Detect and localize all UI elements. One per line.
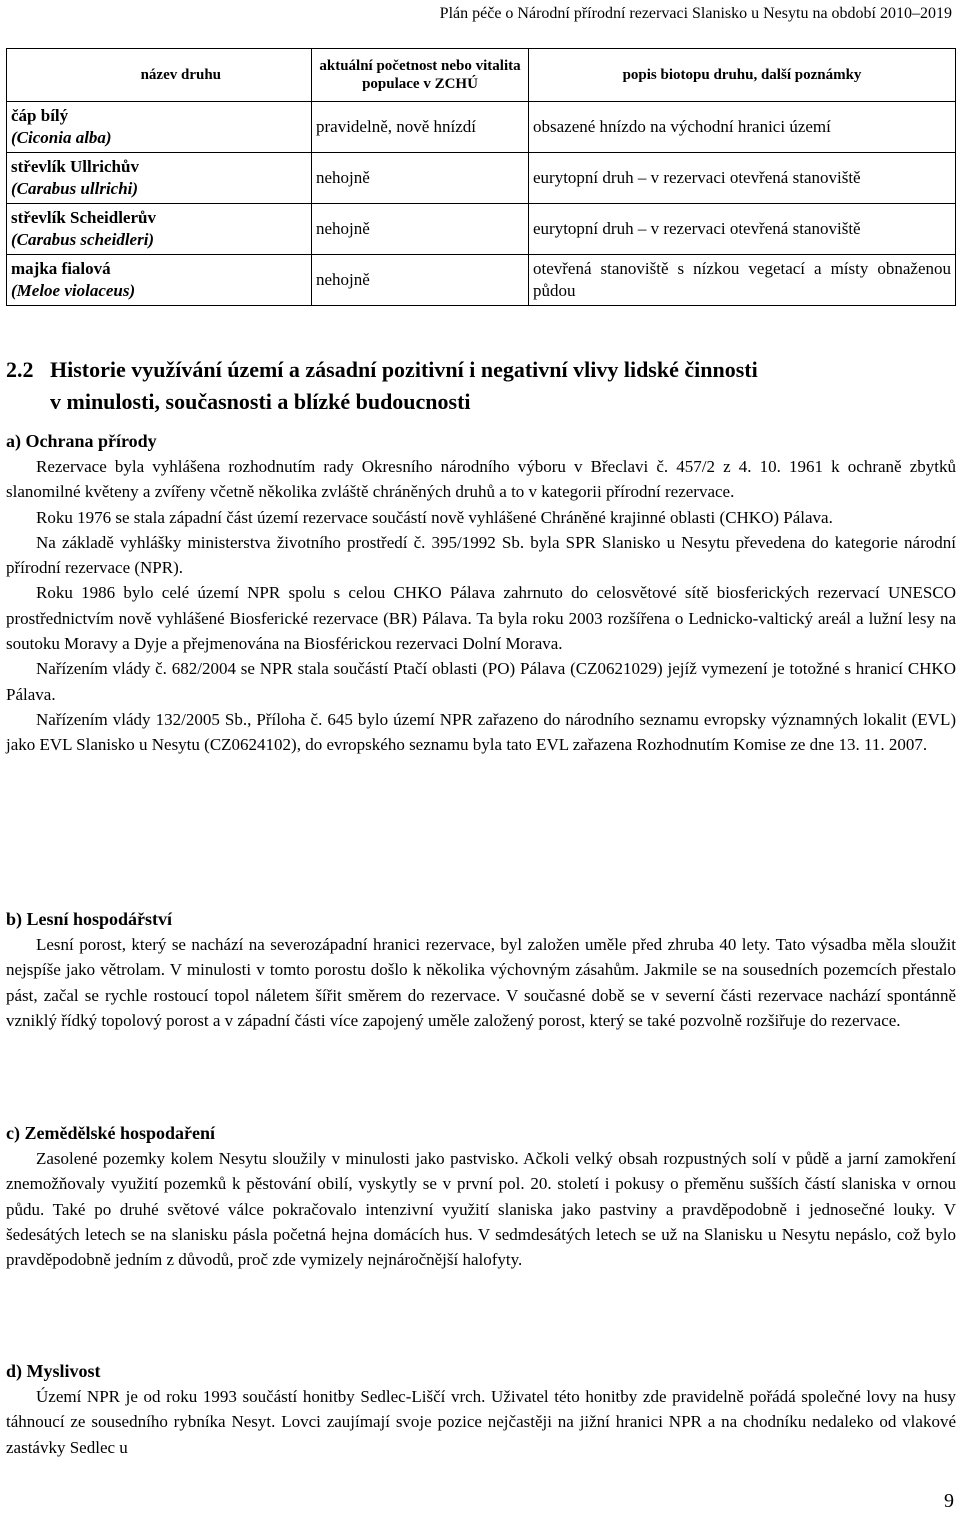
species-latin: (Carabus scheidleri) [11,230,155,249]
subsection-heading: d) Myslivost [6,1361,101,1381]
subsection-nature-protection [6,428,956,758]
section-title-line1: Historie využívání území a zásadní pozitivní i negativní vlivy lidské činnosti [50,357,758,382]
species-name-cell [7,153,312,204]
paragraph: Nařízením vlády 132/2005 Sb., Příloha č. 645 bylo území NPR zařazeno do národního seznamu evropsky významných lokalit (EVL) jako EVL Slanisko u Nesytu (CZ0624102), do evropského seznamu byla tato EVL zařazena Rozhodnutím Komise ze dne 13. 11. 2007. [6,709,956,755]
species-name: střevlík Scheidlerův [11,208,156,227]
paragraph: Zasolené pozemky kolem Nesytu sloužily v minulosti jako pastvisko. Ačkoli velký obsah rozpustných solí v půdě a jarní zamokření znemožňovaly využití pozemků k pěstování obilí, vyskytly se v první pol. 20. století i pokusy o přeměnu sušších částí slaniska v ornou půdu. Také po druhé světové válce pokračovalo intenzivní využití slaniska jako pastviny a pravděpodobně i jednosečné louky. V šedesátých letech se na slanisku pásla početná hejna domácích hus. V sedmdesátých letech se už na Slanisku u Nesytu nepáslo, což bylo pravděpodobně jedním z důvodů, proč zde vymizely nejnáročnější halofyty. [6,1149,956,1270]
subsection-heading: c) Zemědělské hospodaření [6,1123,215,1143]
subsection-heading: b) Lesní hospodářství [6,909,173,929]
section-title [6,354,956,418]
paragraph: Roku 1986 bylo celé území NPR spolu s celou CHKO Pálava zahrnuto do celosvětové sítě biosferických rezervací UNESCO prostřednictvím nově vyhlášené Biosferické rezervace (BR) Pálava. Ta byla roku 2003 rozšířena o Lednicko-valtický areál a lužní lesy na soutoku Moravy a Dyje a přejmenována na Biosférickou rezervaci Dolní Morava. [6,583,956,654]
notes-cell: obsazené hnízdo na východní hranici území [529,102,956,153]
paragraph: Území NPR je od roku 1993 součástí honitby Sedlec-Liščí vrch. Uživatel této honitby zde pravidelně pořádá společné lovy na husy táhnoucí ze sousedního rybníka Nesyt. Lovci zaujímají svoje pozice nejčastěji na jižní hranici NPR a na chodníku nedaleko od vlakové zastávky Sedlec u [6,1387,956,1457]
species-latin: (Ciconia alba) [11,128,112,147]
subsection-agriculture [6,1120,956,1272]
section-number: 2.2 [6,357,34,382]
notes-cell: otevřená stanoviště s nízkou vegetací a místy obnaženou půdou [529,255,956,306]
paragraph: Lesní porost, který se nachází na severozápadní hranici rezervace, byl založen uměle před zhruba 40 lety. Tato výsadba měla sloužit nejspíše jako větrolam. V minulosti v tomto porostu došlo k několika výchovným zásahům. Jakmile se na sousedních pozemcích přestalo pást, začal se rychle rostoucí topol náletem šířit směrem do rezervace. V současné době se v severní části rezervace nachází spontánně vzniklý řídký topolový porost a v západní části více zapojený uměle založený porost, který se také pozvolně rozšiřuje do rezervace. [6,935,956,1030]
species-latin: (Meloe violaceus) [11,281,136,300]
species-name-cell [7,204,312,255]
column-header-notes: popis biotopu druhu, další poznámky [529,49,956,102]
paragraph: Roku 1976 se stala západní část území rezervace součástí nově vyhlášené Chráněné krajinné oblasti (CHKO) Pálava. [36,507,833,527]
paragraph: Nařízením vlády č. 682/2004 se NPR stala součástí Ptačí oblasti (PO) Pálava (CZ0621029) jejíž vymezení je totožné s hranicí CHKO Pálava. [6,659,956,704]
page-number: 9 [944,1490,954,1512]
subsection-hunting [6,1358,956,1460]
running-header: Plán péče o Národní přírodní rezervaci Slanisko u Nesytu na období 2010–2019 [439,5,952,22]
notes-cell: eurytopní druh – v rezervaci otevřená stanoviště [529,204,956,255]
column-header-population: aktuální početnost nebo vitalita populace v ZCHÚ [312,49,529,102]
species-name-cell [7,102,312,153]
subsection-heading: a) Ochrana přírody [6,431,157,451]
paragraph: Rezervace byla vyhlášena rozhodnutím rady Okresního národního výboru v Břeclavi č. 457/2 z 4. 10. 1961 k ochraně zbytků slanomilné květeny a zvířeny včetně několika zvláště chráněných druhů a to v kategorii přírodní rezervace. [6,457,956,502]
population-cell: nehojně [312,255,529,306]
species-name: střevlík Ullrichův [11,157,139,176]
column-header-species: název druhu [7,49,312,102]
subsection-forestry [6,906,956,1033]
table-row [7,204,956,255]
section-title-line2: v minulosti, současnosti a blízké budoucnosti [50,389,471,414]
population-cell: nehojně [312,204,529,255]
species-name-cell [7,255,312,306]
species-latin: (Carabus ullrichi) [11,179,139,198]
table-row [7,102,956,153]
paragraph: Na základě vyhlášky ministerstva životního prostředí č. 395/1992 Sb. byla SPR Slanisko u Nesytu převedena do kategorie národní přírodní rezervace (NPR). [6,532,956,578]
species-name: majka fialová [11,259,111,278]
notes-cell: eurytopní druh – v rezervaci otevřená stanoviště [529,153,956,204]
table-row [7,153,956,204]
table-header-row [7,49,956,102]
species-table [6,48,956,306]
species-name: čáp bílý [11,106,69,125]
population-cell: nehojně [312,153,529,204]
table-row [7,255,956,306]
population-cell: pravidelně, nově hnízdí [312,102,529,153]
